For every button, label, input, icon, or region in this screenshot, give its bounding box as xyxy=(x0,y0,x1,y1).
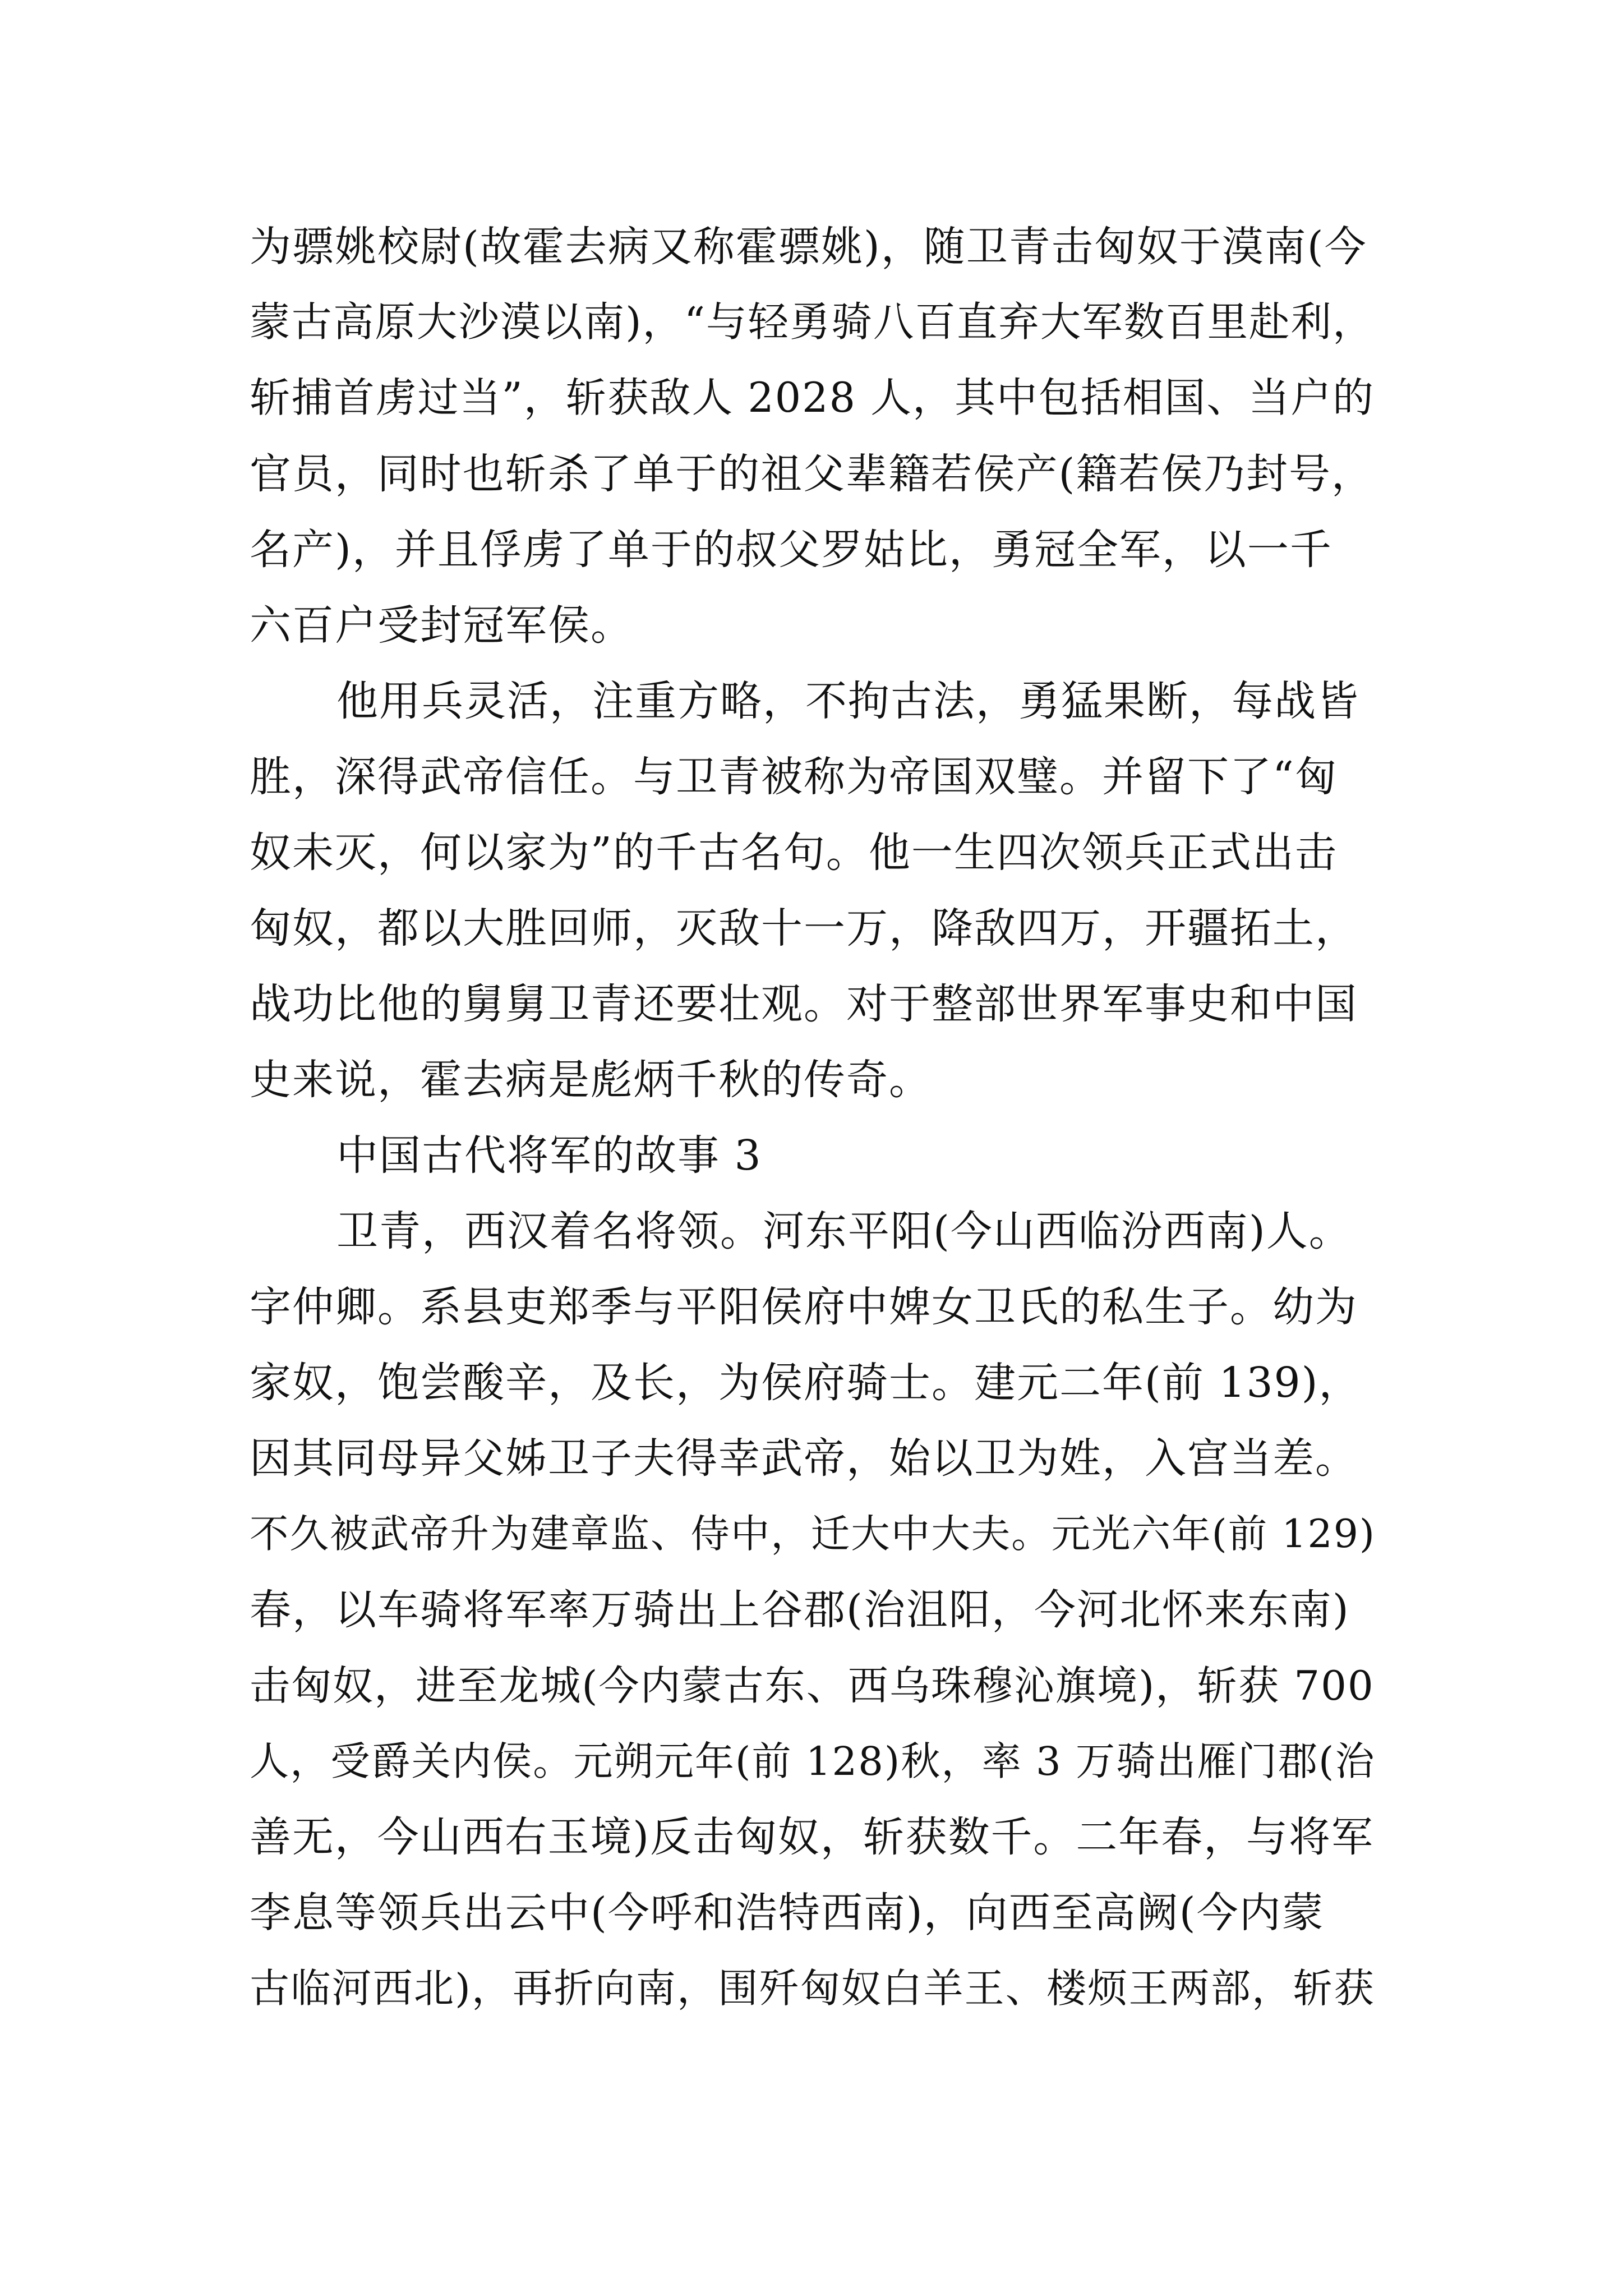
text-line: 奴未灭，何以家为”的千古名句。他一生四次领兵正式出击 xyxy=(250,829,1338,877)
text-line: 史来说，霍去病是彪炳千秋的传奇。 xyxy=(250,1056,932,1104)
text-line: 古临河西北)，再折向南，围歼匈奴白羊王、楼烦王两部，斩获 xyxy=(250,1965,1375,2012)
text-line: 不久被武帝升为建章监、侍中，迁大中大夫。元光六年(前 129) xyxy=(250,1511,1376,1557)
text-line: 名产)，并且俘虏了单于的叔父罗姑比，勇冠全军，以一千 xyxy=(250,526,1332,574)
text-line: 官员，同时也斩杀了单于的祖父辈籍若侯产(籍若侯乃封号， xyxy=(250,450,1374,498)
text-line: 蒙古高原大沙漠以南)，“与轻勇骑八百直弃大军数百里赴利， xyxy=(250,299,1375,346)
text-line: 击匈奴，进至龙城(今内蒙古东、西乌珠穆沁旗境)，斩获 700 xyxy=(250,1662,1375,1709)
text-line: 人，受爵关内侯。元朔元年(前 128)秋，率 3 万骑出雁门郡(治 xyxy=(250,1738,1376,1784)
text-line: 斩捕首虏过当”，斩获敌人 2028 人，其中包括相国、当户的 xyxy=(250,374,1375,422)
text-line: 六百户受封冠军侯。 xyxy=(250,601,633,650)
text-line: 战功比他的舅舅卫青还要壮观。对于整部世界军事史和中国 xyxy=(250,980,1358,1028)
text-line: 为骠姚校尉(故霍去病又称霍骠姚)，随卫青击匈奴于漠南(今 xyxy=(250,223,1367,271)
text-line: 家奴，饱尝酸辛，及长，为侯府骑士。建元二年(前 139)， xyxy=(250,1359,1362,1407)
text-line: 字仲卿。系县吏郑季与平阳侯府中婢女卫氏的私生子。幼为 xyxy=(250,1283,1358,1331)
paragraph-first-line: 他用兵灵活，注重方略，不拘古法，勇猛果断，每战皆 xyxy=(336,677,1359,725)
paragraph-first-line: 卫青，西汉着名将领。河东平阳(今山西临汾西南)人。 xyxy=(336,1207,1352,1255)
text-line: 因其同母异父姊卫子夫得幸武帝，始以卫为姓，入宫当差。 xyxy=(250,1434,1358,1483)
section-heading: 中国古代将军的故事 3 xyxy=(336,1131,762,1180)
text-line: 春，以车骑将军率万骑出上谷郡(治沮阳，今河北怀来东南) xyxy=(250,1586,1350,1634)
text-line: 匈奴，都以大胜回师，灭敌十一万，降敌四万，开疆拓土， xyxy=(250,904,1358,953)
text-line: 胜，深得武帝信任。与卫青被称为帝国双璧。并留下了“匈 xyxy=(250,753,1338,801)
text-line: 善无，今山西右玉境)反击匈奴，斩获数千。二年春，与将军 xyxy=(250,1813,1374,1861)
text-line: 李息等领兵出云中(今呼和浩特西南)，向西至高阙(今内蒙 xyxy=(250,1889,1325,1937)
